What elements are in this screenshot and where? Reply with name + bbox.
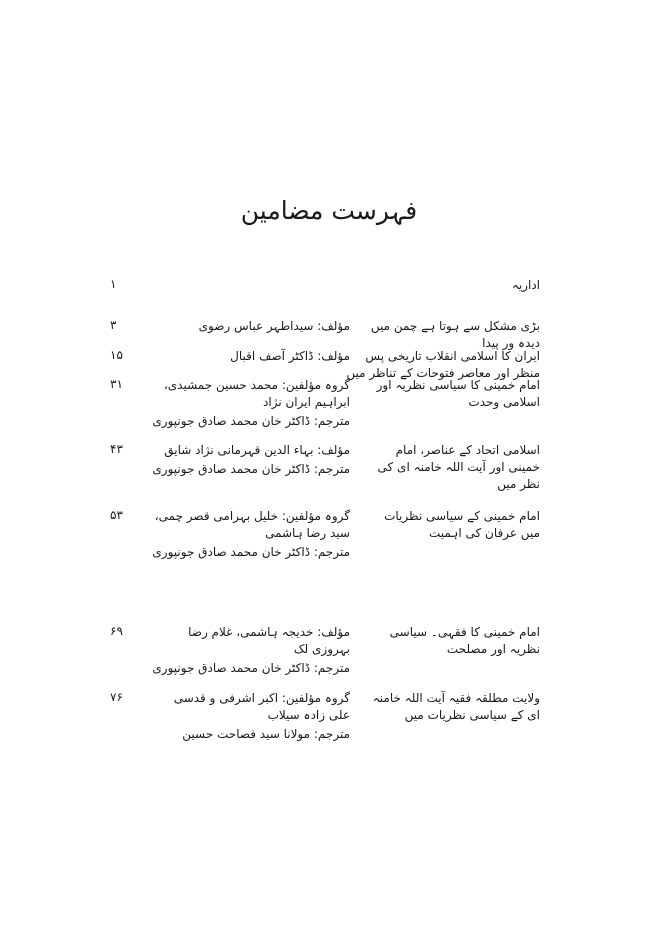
- toc-page-number: ۵۳: [110, 508, 123, 522]
- author-line: مترجم: ڈاکٹر خان محمد صادق جونپوری: [152, 661, 350, 675]
- toc-page-number: ۱۵: [110, 348, 123, 362]
- author-line: مترجم: ڈاکٹر خان محمد صادق جونپوری: [152, 414, 350, 428]
- toc-topic: بڑی مشکل سے ہوتا ہے چمن میں دیدہ ور پیدا: [370, 319, 540, 350]
- toc-page-number: ۷۶: [110, 690, 123, 704]
- author-line: مؤلف: بہاء الدین قہرمانی نژاد شایق: [164, 443, 350, 457]
- author-line: مترجم: ڈاکٹر خان محمد صادق جونپوری: [152, 545, 350, 559]
- toc-author: [150, 690, 350, 754]
- toc-page-number: ۱: [110, 277, 117, 291]
- author-line: گروہ مؤلفین: خلیل بہرامی قصر چمی، سید رضا ہاشمی: [154, 509, 350, 540]
- toc-topic: امام خمینی کا سیاسی نظریہ اور اسلامی وحدت: [376, 378, 540, 409]
- toc-topic: ولایت مطلقہ فقیہ آیت اللہ خامنہ ای کے سیاسی نظریات میں: [372, 691, 540, 722]
- toc-page-number: ۶۹: [110, 624, 123, 638]
- toc-page-number: ۴۳: [110, 442, 123, 456]
- author-line: مؤلف: ڈاکٹر آصف اقبال: [230, 349, 350, 363]
- toc-author: [150, 318, 350, 346]
- toc-page-number: ۳۱: [110, 377, 123, 391]
- toc-author: [150, 508, 350, 572]
- author-line: مترجم: ڈاکٹر خان محمد صادق جونپوری: [152, 462, 350, 476]
- author-line: مؤلف: سیداطہر عباس رضوی: [198, 319, 350, 333]
- toc-topic: امام خمینی کے سیاسی نظریات میں عرفان کی اہمیت: [384, 509, 540, 540]
- toc-topic: ایران کا اسلامی انقلاب تاریخی پس منظر اور معاصر فتوحات کے تناظر میں: [346, 349, 540, 380]
- author-line: مترجم: مولانا سید فصاحت حسین: [182, 727, 350, 741]
- author-line: گروہ مؤلفین: اکبر اشرفی و قدسی علی زادہ سیلاب: [173, 691, 350, 722]
- author-line: گروہ مؤلفین: محمد حسین جمشیدی، ابراہیم ایران نژاد: [163, 378, 350, 409]
- toc-topic: اسلامی اتحاد کے عناصر، امام خمینی اور آیت اللہ خامنہ ای کی نظر میں: [377, 443, 540, 491]
- toc-topic: امام خمینی کا فقہی۔ سیاسی نظریہ اور مصلحت: [389, 625, 540, 656]
- page-title: فہرست مضامین: [240, 196, 418, 225]
- toc-author: [150, 442, 350, 489]
- toc-topic: اداریہ: [511, 278, 540, 292]
- author-line: مؤلف: خدیجہ ہاشمی، غلام رضا بہروزی لک: [188, 625, 350, 656]
- toc-author: [150, 348, 350, 376]
- toc-page-number: ۳: [110, 318, 117, 332]
- toc-author: [150, 377, 350, 441]
- toc-author: [150, 624, 350, 688]
